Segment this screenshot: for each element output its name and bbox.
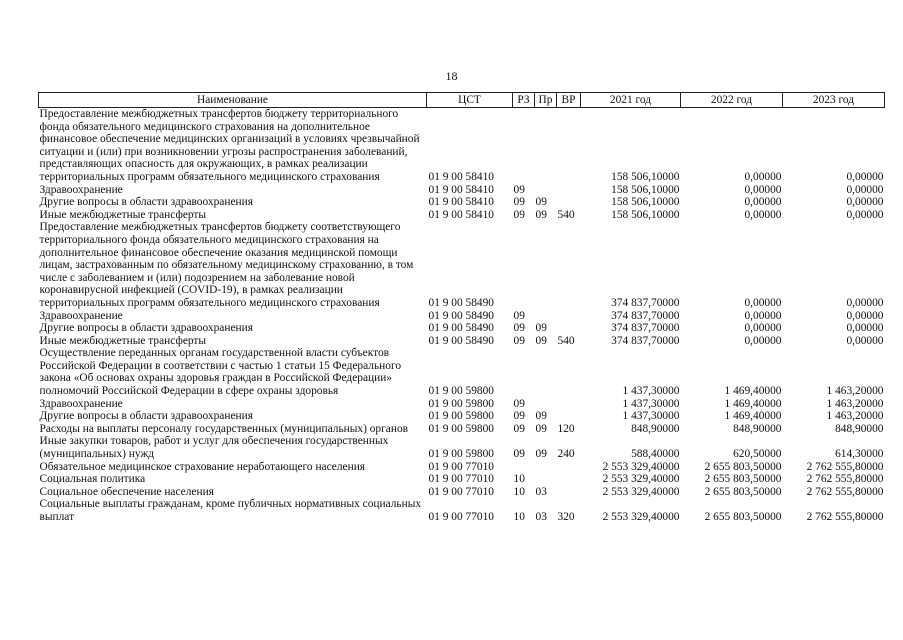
header-rz: РЗ: [513, 93, 535, 108]
row-cst: 01 9 00 58490: [428, 309, 494, 322]
row-pr: [535, 310, 557, 323]
row-rz: 09: [513, 309, 525, 322]
table-row: [39, 347, 885, 397]
row-amount-2022: 2 655 803,50000: [704, 473, 782, 486]
row-cst: 01 9 00 58490: [428, 334, 494, 347]
row-name: Обязательное медицинское страхование неработающего населения: [39, 460, 366, 473]
table-row: [39, 310, 885, 323]
row-vr: [557, 461, 581, 474]
row-pr: 09: [535, 410, 547, 423]
row-amount-2021: 158 506,10000: [611, 208, 680, 221]
row-amount-2021: 2 553 329,40000: [602, 485, 680, 498]
row-vr: [557, 322, 581, 335]
table-row: [39, 423, 885, 436]
row-amount-2022: 0,00000: [744, 309, 782, 322]
header-name: Наименование: [39, 93, 427, 108]
row-amount-2023: 0,00000: [846, 322, 884, 335]
row-vr: 540: [557, 334, 575, 347]
table-row: [39, 335, 885, 348]
header-2023: 2023 год: [783, 93, 885, 108]
row-vr: [557, 108, 581, 184]
row-amount-2022: 2 655 803,50000: [704, 511, 782, 523]
row-name: Осуществление переданных органам государственной власти субъектов Российской Федерации в соответствии с частью 1 статьи 15 Федерального закона «Об основах охраны здоровья граждан в Российской Федерации» полномочий Российской Федерации в сфере охраны здоровья: [39, 347, 402, 398]
row-amount-2022: 0,00000: [744, 183, 782, 196]
row-cst: 01 9 00 58490: [428, 322, 494, 335]
table-row: [39, 486, 885, 499]
row-amount-2021: 158 506,10000: [611, 170, 680, 183]
row-name: Социальные выплаты гражданам, кроме публичных нормативных социальных выплат: [39, 498, 422, 523]
row-amount-2021: 2 553 329,40000: [602, 511, 680, 523]
row-cst: 01 9 00 59800: [428, 448, 494, 461]
table-header-row: [39, 93, 885, 108]
row-pr: 09: [535, 196, 547, 209]
row-pr: 09: [535, 208, 547, 221]
row-amount-2023: 0,00000: [846, 208, 884, 221]
table-body: [39, 108, 885, 524]
row-amount-2022: 2 655 803,50000: [704, 485, 782, 498]
row-name: Социальное обеспечение населения: [39, 485, 214, 498]
row-amount-2022: 1 469,40000: [724, 397, 782, 410]
row-rz: 09: [513, 397, 525, 410]
row-name: Другие вопросы в области здравоохранения: [39, 196, 253, 209]
row-amount-2021: 1 437,30000: [622, 397, 680, 410]
row-name: Социальная политика: [39, 473, 146, 486]
row-name: Иные межбюджетные трансферты: [39, 208, 207, 221]
row-pr: [535, 108, 557, 184]
row-pr: [535, 184, 557, 197]
table-row: [39, 435, 885, 460]
header-vr: ВР: [557, 93, 581, 108]
row-amount-2021: 2 553 329,40000: [602, 473, 680, 486]
row-cst: 01 9 00 59800: [428, 422, 494, 435]
row-name: Здравоохранение: [39, 309, 123, 322]
row-amount-2023: 0,00000: [846, 309, 884, 322]
row-amount-2021: 158 506,10000: [611, 196, 680, 209]
header-pr: Пр: [535, 93, 557, 108]
row-amount-2022: 620,50000: [733, 448, 782, 461]
row-name: Расходы на выплаты персоналу государственных (муниципальных) органов: [39, 422, 409, 435]
row-pr: 03: [535, 485, 547, 498]
row-amount-2022: 0,00000: [744, 170, 782, 183]
row-amount-2022: 0,00000: [744, 322, 782, 335]
row-rz: [513, 108, 535, 184]
row-cst: 01 9 00 58410: [428, 183, 494, 196]
row-pr: 09: [535, 322, 547, 335]
table-row: [39, 108, 885, 184]
row-rz: 09: [513, 334, 525, 347]
table-row: [39, 184, 885, 197]
row-amount-2022: 1 469,40000: [724, 385, 782, 398]
row-rz: 09: [513, 410, 525, 423]
header-2022: 2022 год: [681, 93, 783, 108]
row-pr: [535, 347, 557, 397]
row-amount-2021: 1 437,30000: [622, 385, 680, 398]
row-cst: 01 9 00 77010: [428, 511, 494, 523]
row-vr: [557, 398, 581, 411]
row-cst: 01 9 00 58410: [428, 170, 494, 183]
table-row: [39, 209, 885, 222]
row-amount-2023: 0,00000: [846, 196, 884, 209]
row-rz: 09: [513, 322, 525, 335]
row-amount-2022: 0,00000: [744, 196, 782, 209]
row-rz: 09: [513, 422, 525, 435]
header-2021: 2021 год: [581, 93, 681, 108]
row-amount-2023: 0,00000: [846, 170, 884, 183]
row-cst: 01 9 00 58410: [428, 196, 494, 209]
row-rz: 09: [513, 448, 525, 461]
row-cst: 01 9 00 77010: [428, 485, 494, 498]
row-vr: 320: [557, 511, 575, 523]
row-vr: [557, 347, 581, 397]
row-cst: 01 9 00 59800: [428, 385, 494, 398]
row-amount-2023: 2 762 555,80000: [806, 473, 884, 486]
row-pr: 09: [535, 448, 547, 461]
row-amount-2021: 588,40000: [631, 448, 680, 461]
row-amount-2023: 848,90000: [835, 422, 884, 435]
row-name: Предоставление межбюджетных трансфертов бюджету соответствующего территориального фонда обязательного медицинского страхования на дополнительное финансовое обеспечение оказания медицинской помощи лицам, застрахованным по обязательному медицинскому страхованию, в том числе с заболеванием и (или) подозрением на заболевание новой коронавирусной инфекцией (COVID-19), в рамках реализации территориальных программ обязательного медицинского страхования: [39, 221, 414, 309]
row-vr: [557, 221, 581, 309]
row-amount-2022: 0,00000: [744, 334, 782, 347]
row-pr: 09: [535, 422, 547, 435]
row-vr: [557, 310, 581, 323]
row-vr: 120: [557, 422, 575, 435]
row-rz: 09: [513, 208, 525, 221]
table-row: [39, 410, 885, 423]
row-amount-2021: 2 553 329,40000: [602, 460, 680, 473]
row-name: Другие вопросы в области здравоохранения: [39, 322, 253, 335]
row-amount-2021: 848,90000: [631, 422, 680, 435]
row-amount-2021: 374 837,70000: [611, 309, 680, 322]
row-name: Здравоохранение: [39, 183, 123, 196]
row-name: Иные закупки товаров, работ и услуг для обеспечения государственных (муниципальных) нужд: [39, 435, 389, 461]
row-cst: 01 9 00 77010: [428, 460, 494, 473]
page-number: 18: [445, 69, 458, 83]
budget-table: [38, 92, 885, 524]
row-vr: [557, 473, 581, 486]
row-rz: 10: [513, 511, 525, 523]
row-amount-2022: 0,00000: [744, 208, 782, 221]
row-pr: [535, 398, 557, 411]
table-row: [39, 221, 885, 309]
table-row: [39, 461, 885, 474]
row-amount-2023: 0,00000: [846, 183, 884, 196]
table-row: [39, 498, 885, 523]
row-amount-2022: 2 655 803,50000: [704, 460, 782, 473]
row-cst: 01 9 00 59800: [428, 397, 494, 410]
row-amount-2023: 2 762 555,80000: [806, 485, 884, 498]
row-vr: [557, 196, 581, 209]
table-row: [39, 473, 885, 486]
row-amount-2021: 158 506,10000: [611, 183, 680, 196]
row-amount-2023: 2 762 555,80000: [806, 460, 884, 473]
row-name: Другие вопросы в области здравоохранения: [39, 410, 253, 423]
row-amount-2023: 1 463,20000: [826, 397, 884, 410]
row-amount-2021: 374 837,70000: [611, 334, 680, 347]
row-cst: 01 9 00 58410: [428, 208, 494, 221]
row-amount-2023: 0,00000: [846, 296, 884, 309]
table-row: [39, 322, 885, 335]
row-name: Иные межбюджетные трансферты: [39, 334, 207, 347]
row-name: Здравоохранение: [39, 397, 123, 410]
row-pr: [535, 221, 557, 309]
row-vr: [557, 486, 581, 499]
row-pr: 09: [535, 334, 547, 347]
row-rz: 09: [513, 183, 525, 196]
row-pr: [535, 473, 557, 486]
row-rz: [513, 461, 535, 474]
row-cst: 01 9 00 59800: [428, 410, 494, 423]
row-amount-2023: 2 762 555,80000: [806, 511, 884, 523]
header-cst: ЦСТ: [427, 93, 513, 108]
row-vr: [557, 184, 581, 197]
row-amount-2022: 848,90000: [733, 422, 782, 435]
row-vr: [557, 410, 581, 423]
row-amount-2023: 614,30000: [835, 448, 884, 461]
row-cst: 01 9 00 58490: [428, 296, 494, 309]
row-amount-2022: 0,00000: [744, 296, 782, 309]
row-rz: 10: [513, 485, 525, 498]
row-vr: 540: [557, 208, 575, 221]
row-pr: 03: [535, 511, 547, 523]
row-amount-2023: 1 463,20000: [826, 410, 884, 423]
row-amount-2023: 0,00000: [846, 334, 884, 347]
row-rz: [513, 347, 535, 397]
row-amount-2022: 1 469,40000: [724, 410, 782, 423]
row-amount-2021: 374 837,70000: [611, 296, 680, 309]
row-vr: 240: [557, 448, 575, 461]
row-amount-2021: 374 837,70000: [611, 322, 680, 335]
row-rz: 09: [513, 196, 525, 209]
row-cst: 01 9 00 77010: [428, 473, 494, 486]
row-pr: [535, 461, 557, 474]
row-amount-2023: 1 463,20000: [826, 385, 884, 398]
row-rz: 10: [513, 473, 525, 486]
table-row: [39, 398, 885, 411]
row-rz: [513, 221, 535, 309]
row-amount-2021: 1 437,30000: [622, 410, 680, 423]
row-name: Предоставление межбюджетных трансфертов бюджету территориального фонда обязательного медицинского страхования на дополнительное финансовое обеспечение медицинских организаций в условиях чрезвычайной ситуации и (или) при возникновении угрозы распространения заболеваний, представляющих опасность для окружающих, в рамках реализации территориальных программ обязательного медицинского страхования: [39, 108, 420, 183]
table-row: [39, 196, 885, 209]
